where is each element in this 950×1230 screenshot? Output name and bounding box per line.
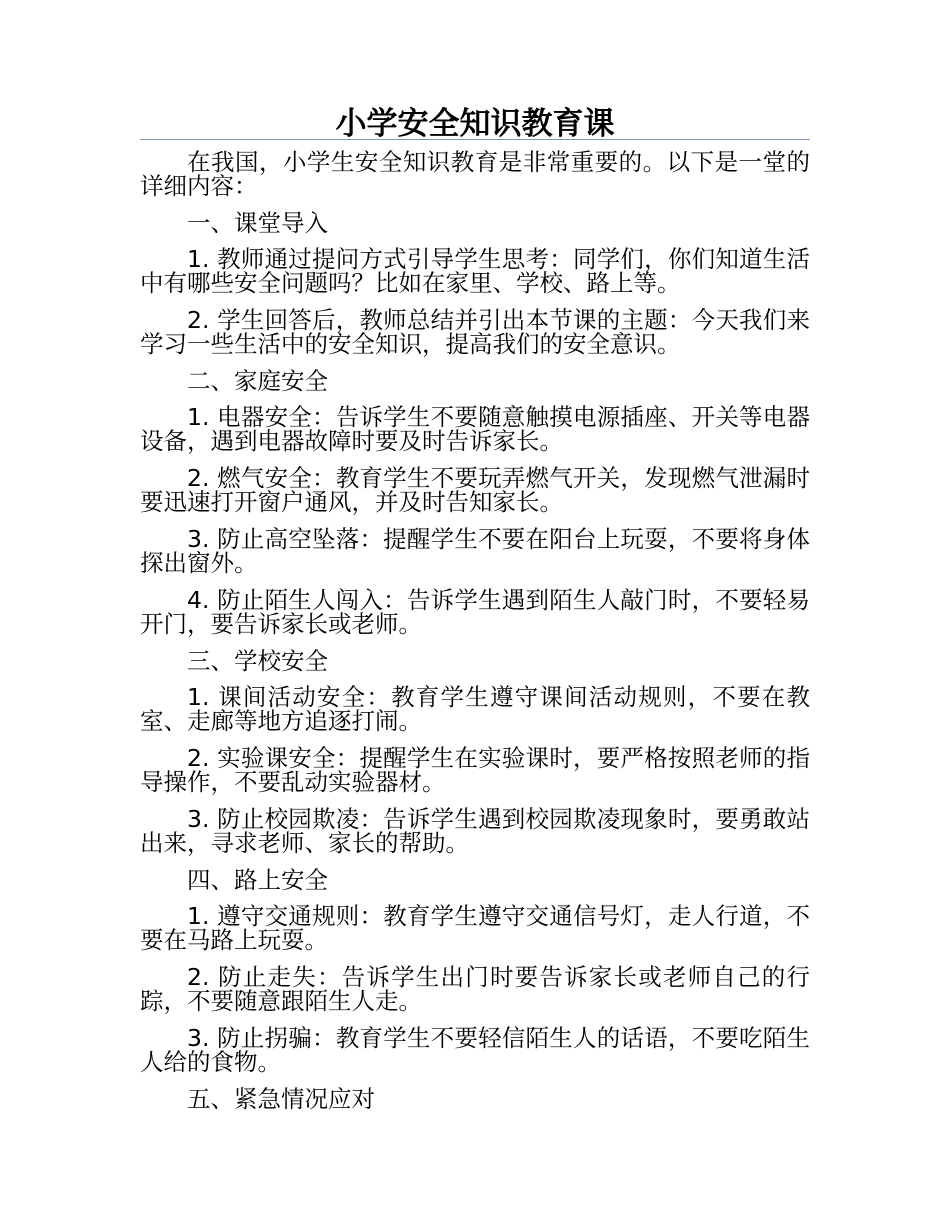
list-item: 2. 实验课安全：提醒学生在实验课时，要严格按照老师的指导操作，不要乱动实验器材。 [140, 744, 810, 796]
list-item: 2. 防止走失：告诉学生出门时要告诉家长或老师自己的行踪，不要随意跟陌生人走。 [140, 963, 810, 1015]
document-title: 小学安全知识教育课 [335, 106, 615, 142]
document-body [140, 150, 810, 1123]
section-heading-road-safety: 四、路上安全 [187, 866, 328, 894]
list-item: 1. 教师通过提问方式引导学生思考：同学们，你们知道生活中有哪些安全问题吗？比如在家里、学校、路上等。 [140, 245, 810, 297]
intro-paragraph: 在我国，小学生安全知识教育是非常重要的。以下是一堂的详细内容： [140, 148, 810, 200]
section-heading-emergency: 五、紧急情况应对 [187, 1085, 375, 1113]
list-item: 4. 防止陌生人闯入：告诉学生遇到陌生人敲门时，不要轻易开门，要告诉家长或老师。 [140, 586, 810, 638]
section-heading-school-safety: 三、学校安全 [187, 647, 328, 675]
section-heading-home-safety: 二、家庭安全 [187, 367, 328, 395]
list-item: 3. 防止拐骗：教育学生不要轻信陌生人的话语，不要吃陌生人给的食物。 [140, 1024, 810, 1076]
section-heading-intro: 一、课堂导入 [187, 209, 328, 237]
list-item: 2. 学生回答后，教师总结并引出本节课的主题：今天我们来学习一些生活中的安全知识，提高我们的安全意识。 [140, 306, 810, 358]
title-underline [140, 139, 810, 140]
list-item: 3. 防止校园欺凌：告诉学生遇到校园欺凌现象时，要勇敢站出来，寻求老师、家长的帮助。 [140, 805, 810, 857]
list-item: 2. 燃气安全：教育学生不要玩弄燃气开关，发现燃气泄漏时要迅速打开窗户通风，并及时告知家长。 [140, 464, 810, 516]
list-item: 1. 课间活动安全：教育学生遵守课间活动规则，不要在教室、走廊等地方追逐打闹。 [140, 683, 810, 735]
list-item: 3. 防止高空坠落：提醒学生不要在阳台上玩耍，不要将身体探出窗外。 [140, 525, 810, 577]
list-item: 1. 电器安全：告诉学生不要随意触摸电源插座、开关等电器设备，遇到电器故障时要及时告诉家长。 [140, 403, 810, 455]
list-item: 1. 遵守交通规则：教育学生遵守交通信号灯，走人行道，不要在马路上玩耍。 [140, 902, 810, 954]
